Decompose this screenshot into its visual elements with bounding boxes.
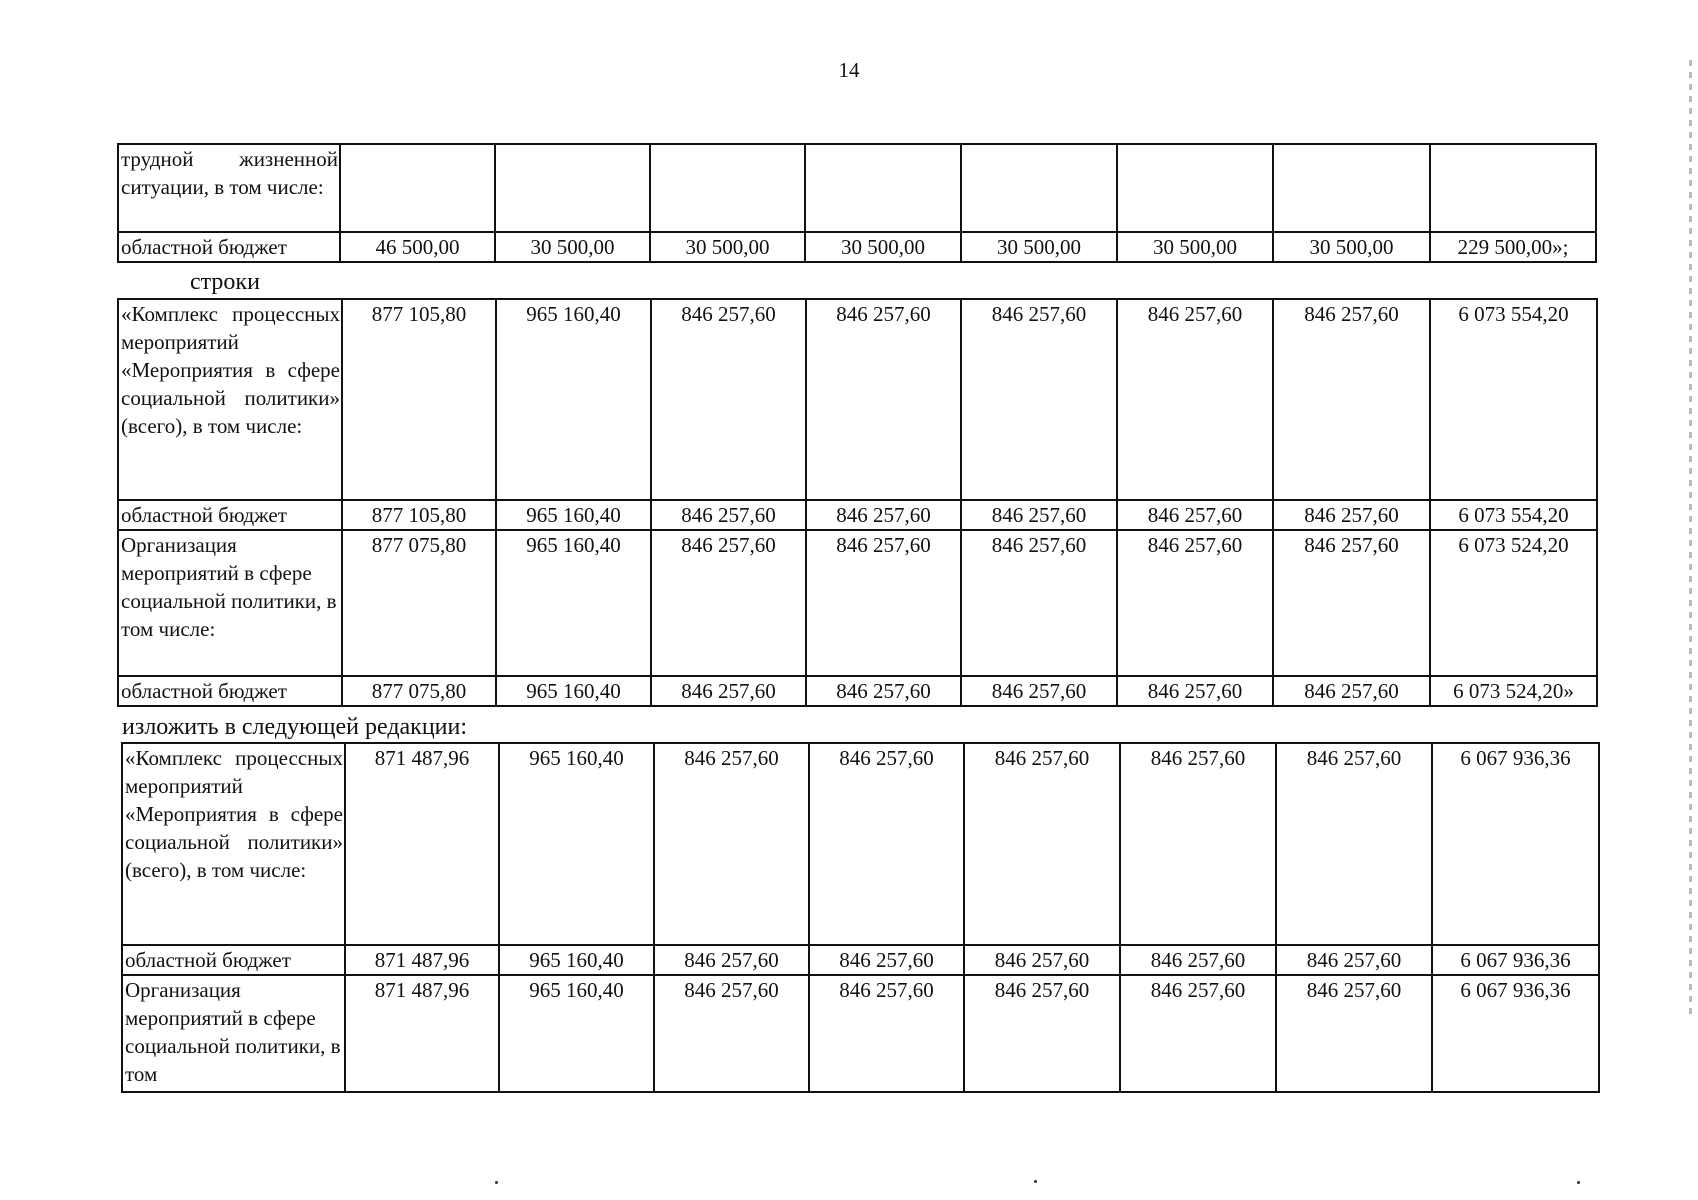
cell-value: 6 067 936,36 (1432, 975, 1599, 1092)
cell-value: 846 257,60 (1276, 743, 1432, 945)
cell-value (961, 144, 1117, 232)
cell-value: 846 257,60 (651, 299, 806, 500)
row-name: «Комплекс процессных мероприятий «Мероприятия в сфере социальной политики» (всего), в том числе: (118, 299, 342, 500)
row-name: Организация мероприятий в сфере социальной политики, в том числе: (118, 530, 342, 676)
cell-value: 30 500,00 (1117, 232, 1273, 262)
cell-value: 846 257,60 (654, 975, 809, 1092)
cell-value: 871 487,96 (345, 975, 499, 1092)
cell-value (340, 144, 495, 232)
table-row (122, 743, 1599, 945)
cell-value: 877 105,80 (342, 299, 496, 500)
budget-table-old (117, 298, 1598, 707)
cell-value (650, 144, 805, 232)
cell-value (1273, 144, 1430, 232)
cell-value (805, 144, 961, 232)
cell-value: 46 500,00 (340, 232, 495, 262)
cell-value: 846 257,60 (654, 743, 809, 945)
cell-value: 6 073 524,20 (1430, 530, 1597, 676)
table-row (122, 975, 1599, 1092)
cell-value: 846 257,60 (809, 945, 964, 975)
cell-value: 846 257,60 (651, 676, 806, 706)
cell-value: 846 257,60 (1117, 500, 1273, 530)
cell-value: 6 073 554,20 (1430, 299, 1597, 500)
cell-value: 846 257,60 (964, 945, 1120, 975)
cell-value: 30 500,00 (1273, 232, 1430, 262)
cell-value: 846 257,60 (1273, 530, 1430, 676)
cell-value: 846 257,60 (1117, 299, 1273, 500)
cell-value: 871 487,96 (345, 743, 499, 945)
cell-value: 846 257,60 (961, 299, 1117, 500)
cell-value (495, 144, 650, 232)
table-row (122, 945, 1599, 975)
row-name: трудной жизненной ситуации, в том числе: (118, 144, 340, 232)
cell-value: 229 500,00»; (1430, 232, 1596, 262)
scan-speck (1034, 1180, 1037, 1183)
cell-value: 846 257,60 (964, 975, 1120, 1092)
cell-value: 846 257,60 (961, 530, 1117, 676)
cell-value: 846 257,60 (806, 530, 961, 676)
cell-value: 877 075,80 (342, 530, 496, 676)
new-edition-caption: изложить в следующей редакции: (122, 714, 468, 740)
row-name: областной бюджет (122, 945, 345, 975)
rows-caption: строки (190, 269, 260, 295)
cell-value: 846 257,60 (1117, 676, 1273, 706)
budget-table-new (121, 742, 1600, 1093)
cell-value: 846 257,60 (806, 299, 961, 500)
cell-value: 965 160,40 (496, 676, 651, 706)
cell-value: 846 257,60 (961, 500, 1117, 530)
cell-value: 846 257,60 (961, 676, 1117, 706)
table-row (118, 530, 1597, 676)
cell-value: 846 257,60 (651, 500, 806, 530)
cell-value: 846 257,60 (1117, 530, 1273, 676)
cell-value: 30 500,00 (650, 232, 805, 262)
cell-value: 846 257,60 (1273, 500, 1430, 530)
cell-value: 846 257,60 (1273, 299, 1430, 500)
cell-value: 30 500,00 (495, 232, 650, 262)
cell-value: 846 257,60 (964, 743, 1120, 945)
table-row (118, 299, 1597, 500)
cell-value: 965 160,40 (499, 975, 654, 1092)
cell-value: 965 160,40 (499, 743, 654, 945)
cell-value: 965 160,40 (496, 500, 651, 530)
cell-value (1117, 144, 1273, 232)
table-row (118, 232, 1596, 262)
row-name: «Комплекс процессных мероприятий «Мероприятия в сфере социальной политики» (всего), в том числе: (122, 743, 345, 945)
table-row (118, 144, 1596, 232)
cell-value: 965 160,40 (496, 530, 651, 676)
cell-value: 6 073 554,20 (1430, 500, 1597, 530)
cell-value: 6 073 524,20» (1430, 676, 1597, 706)
row-name: областной бюджет (118, 676, 342, 706)
cell-value: 846 257,60 (1120, 743, 1276, 945)
scan-edge-shadow (1689, 60, 1692, 1020)
budget-table-continued (117, 143, 1597, 263)
page-number: 14 (838, 58, 860, 82)
cell-value: 6 067 936,36 (1432, 743, 1599, 945)
cell-value: 846 257,60 (651, 530, 806, 676)
scan-speck (495, 1181, 498, 1184)
cell-value: 6 067 936,36 (1432, 945, 1599, 975)
cell-value: 846 257,60 (654, 945, 809, 975)
cell-value: 877 105,80 (342, 500, 496, 530)
cell-value: 846 257,60 (1120, 975, 1276, 1092)
cell-value: 965 160,40 (499, 945, 654, 975)
cell-value: 965 160,40 (496, 299, 651, 500)
table-row (118, 676, 1597, 706)
cell-value: 877 075,80 (342, 676, 496, 706)
cell-value: 846 257,60 (806, 676, 961, 706)
table-row (118, 500, 1597, 530)
cell-value: 846 257,60 (1276, 945, 1432, 975)
cell-value: 30 500,00 (805, 232, 961, 262)
cell-value: 30 500,00 (961, 232, 1117, 262)
cell-value (1430, 144, 1596, 232)
cell-value: 846 257,60 (806, 500, 961, 530)
row-name: Организация мероприятий в сфере социальной политики, в том (122, 975, 345, 1092)
cell-value: 846 257,60 (809, 743, 964, 945)
cell-value: 846 257,60 (1120, 945, 1276, 975)
row-name: областной бюджет (118, 232, 340, 262)
row-name: областной бюджет (118, 500, 342, 530)
scan-speck (1577, 1181, 1580, 1184)
cell-value: 846 257,60 (1276, 975, 1432, 1092)
cell-value: 846 257,60 (1273, 676, 1430, 706)
cell-value: 871 487,96 (345, 945, 499, 975)
cell-value: 846 257,60 (809, 975, 964, 1092)
